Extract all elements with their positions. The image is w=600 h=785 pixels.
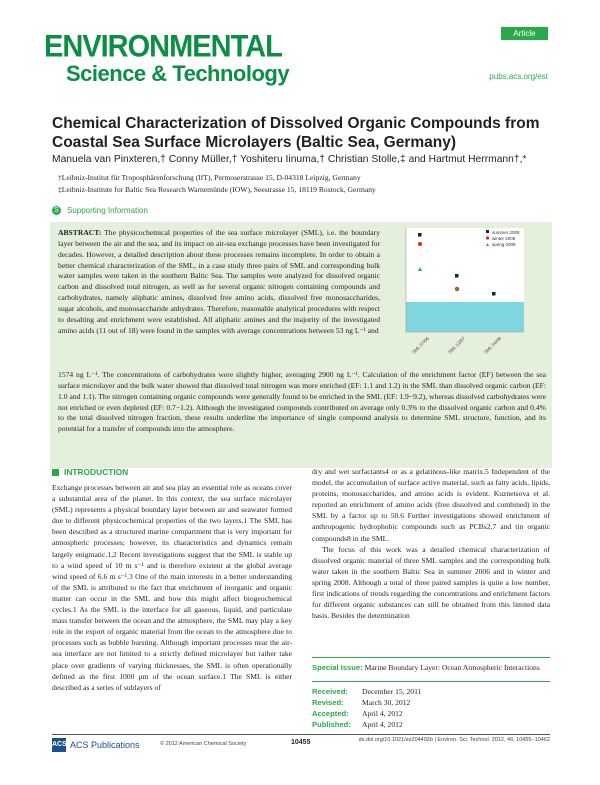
- section-square-icon: [52, 469, 59, 476]
- legend-label-1: summer 2006: [492, 230, 520, 235]
- special-issue-label: Special Issue:: [312, 663, 363, 672]
- toc-water-layer: [406, 302, 524, 332]
- intro-column-2: [312, 466, 550, 621]
- accepted-date: April 4, 2012: [362, 709, 403, 718]
- received-date: December 15, 2011: [362, 687, 422, 696]
- toc-point-1b: [418, 242, 422, 246]
- affiliation-1: †Leibniz-Institut für Troposphärenforschung (IfT), Permoserstrasse 15, D-04318 Leipzig, Germany: [58, 173, 361, 182]
- published-date: April 4, 2012: [362, 720, 403, 729]
- accepted-label: Accepted:: [312, 709, 349, 718]
- legend-label-3: spring 2008: [492, 242, 516, 247]
- toc-point-1a: [418, 233, 422, 237]
- doi-citation[interactable]: dx.doi.org/10.1021/es204492b | Environ. Sci. Technol. 2012, 46, 10455−10462: [358, 737, 550, 743]
- acs-publications-logo[interactable]: [52, 738, 140, 752]
- received-label: Received:: [312, 687, 348, 696]
- special-issue-row: [312, 662, 550, 673]
- toc-graphic: [388, 226, 544, 366]
- intro-col2-para1: dry and wet surfactants4 or as a gelatinous-like matrix.5 Independent of the model, the accumulation of surface active material, such as fatty acids, lipids, proteins, monosaccharides, and amino acids is evident. Kuznetsova et al. reported an enrichment of amino acids (free dissolved and combined) in the SML by a factor up to 50.6 Further investigations showed enrichment of anthropogenic hydrophobic compounds such as PCBs2,7 and tin organic compounds8 in the SML.: [312, 467, 550, 543]
- toc-point-2a: [455, 274, 459, 278]
- copyright-notice: © 2012 American Chemical Society: [160, 741, 247, 747]
- toc-xlabel-3: SML 04/08: [483, 335, 502, 355]
- journal-logo-line2: Science & Technology: [66, 61, 290, 86]
- abstract-part1: [58, 228, 380, 336]
- author-list: Manuela van Pinxteren,† Conny Müller,† Yoshiteru Iinuma,† Christian Stolle,‡ and Hartmut Herrmann†,*: [52, 154, 527, 165]
- accepted-row: [312, 708, 550, 719]
- published-row: [312, 719, 550, 730]
- toc-graphic-svg: [388, 226, 544, 366]
- abstract-text-1: The physicochemical properties of the sea surface microlayer (SML), i.e. the boundary layer between the air and the sea, and its impact on air-sea exchange processes have been investigated for decades. However, a detailed description about these processes remains incomplete. In order to obtain a better chemical characterization of the SML, in a case study three pairs of SML and corresponding bulk water samples were taken in the southern Baltic Sea. The samples were analyzed for dissolved organic carbon and dissolved total nitrogen, as well as for several organic nitrogen containing compounds and carbohydrates, namely aliphatic amines, dissolved free amino acids, dissolved free monosaccharides, sugar alcohols, and monosaccharide anhydrates. Therefore, reasonable analytical procedures with respect to desalting and enrichment were established. All aliphatic amines and the majority of the investigated amino acids (11 out of 18) were found in the samples with average concentrations between 53 ng L⁻¹ and: [58, 228, 380, 335]
- introduction-heading-text: INTRODUCTION: [64, 467, 129, 477]
- toc-xlabel-2: SML 12/07: [447, 335, 466, 355]
- toc-xlabel-1: SML 07/06: [411, 335, 430, 355]
- intro-col2-para2: The focus of this work was a detailed chemical characterization of dissolved organic material of three SML samples and the corresponding bulk water taken in the southern Baltic Sea in summer 2006 and in winter and spring 2008. Although a total of three paired samples is quite a low number, first indications of trends regarding the concentrations and enrichment factors for different organic substances can still be obtained from this limited data basis. Besides the determination: [312, 544, 550, 621]
- affiliation-2: ‡Leibniz-Institute for Baltic Sea Research Warnemünde (IOW), Seestrasse 15, 18119 Rostock, Germany: [58, 185, 376, 194]
- intro-column-1: Exchange processes between air and sea play an essential role as oceans cover a substantial area of the planet. In this context, the sea surface microlayer (SML) represents a physical boundary layer between air and seawater formed due to different physicochemical properties of the two layers.1 The SML has been described as a structured marine compartment that is very important for atmospheric processes; however, its characteristics and dynamics remain largely enigmatic.1,2 Recent investigations suggest that the SML is stable up to a wind speed of 10 m s⁻¹ and is therefore existent at the global average wind speed of 6.6 m s⁻¹.3 One of the main interests in a better understanding of the SML is attributed to the fact that enrichment of inorganic and organic matter can occur in the SML and how this might affect biogeochemical cycles.1 As the SML is the interface for all gaseous, liquid, and particulate mass transfer between the ocean and the atmosphere, the SML may play a key role in the export of organic material from the ocean to the atmosphere due to processes such as bubble bursting. Although important processes near the air-sea interface are not limited to a strictly defined microlayer but rather take place over gradients of varying thicknesses, the SML is often operationally defined as the first 1000 μm of the ocean surface.1 The SML is either described as a series of sublayers of: [52, 483, 292, 692]
- supporting-information-link[interactable]: [52, 206, 148, 215]
- page-number: 10455: [291, 739, 311, 746]
- journal-url-link[interactable]: pubs.acs.org/est: [489, 72, 548, 81]
- acs-logo-icon: ACS: [52, 738, 66, 752]
- article-type-badge: Article: [501, 27, 548, 40]
- dates-block: [312, 681, 550, 730]
- introduction-heading: [52, 467, 128, 477]
- legend-marker-red: [486, 236, 489, 239]
- publisher-name: ACS Publications: [70, 740, 140, 750]
- revised-row: [312, 697, 550, 708]
- article-title: Chemical Characterization of Dissolved Organic Compounds from Coastal Sea Surface Microlayers (Baltic Sea, Germany): [52, 115, 540, 151]
- journal-logo-line1: ENVIRONMENTAL: [44, 28, 282, 65]
- revised-label: Revised:: [312, 698, 344, 707]
- supporting-information-label: Supporting Information: [67, 206, 148, 215]
- published-label: Published:: [312, 720, 351, 729]
- legend-label-2: winter 2008: [492, 236, 516, 241]
- supporting-info-icon: S: [52, 206, 61, 215]
- legend-marker-black: [486, 230, 489, 233]
- toc-point-3a: [492, 292, 496, 296]
- article-meta: [312, 657, 550, 730]
- revised-date: March 30, 2012: [362, 698, 411, 707]
- footer-rule: [52, 734, 550, 735]
- toc-point-2c: [456, 288, 459, 291]
- abstract-label: ABSTRACT:: [58, 228, 102, 237]
- received-row: [312, 686, 550, 697]
- abstract-part2: 1574 ng L⁻¹. The concentrations of carbohydrates were slightly higher, averaging 2900 ng L⁻¹. Calculation of the enrichment factor (EF) between the sea surface microlayer and the bulk water showed that dissolved total nitrogen was more enriched (EF: 1.1 and 1.2) in the SML than dissolved organic carbon (EF: 1.0 and 1.1). The nitrogen containing organic compounds were generally found to be enriched in the SML (EF: 1.9−9.2), whereas dissolved carbohydrates were not enriched or even depleted (EF: 0.7−1.2). Although the investigated compounds contributed on average only 0.3% to the dissolved organic carbon and 0.4% to the total dissolved nitrogen fraction, these results underline the importance of single compound analysis to determine SML structure, function, and its potential for a transfer of compounds into the atmosphere.: [58, 370, 546, 434]
- special-issue-value: Marine Boundary Layer: Ocean Atmospheric Interactions: [364, 663, 540, 672]
